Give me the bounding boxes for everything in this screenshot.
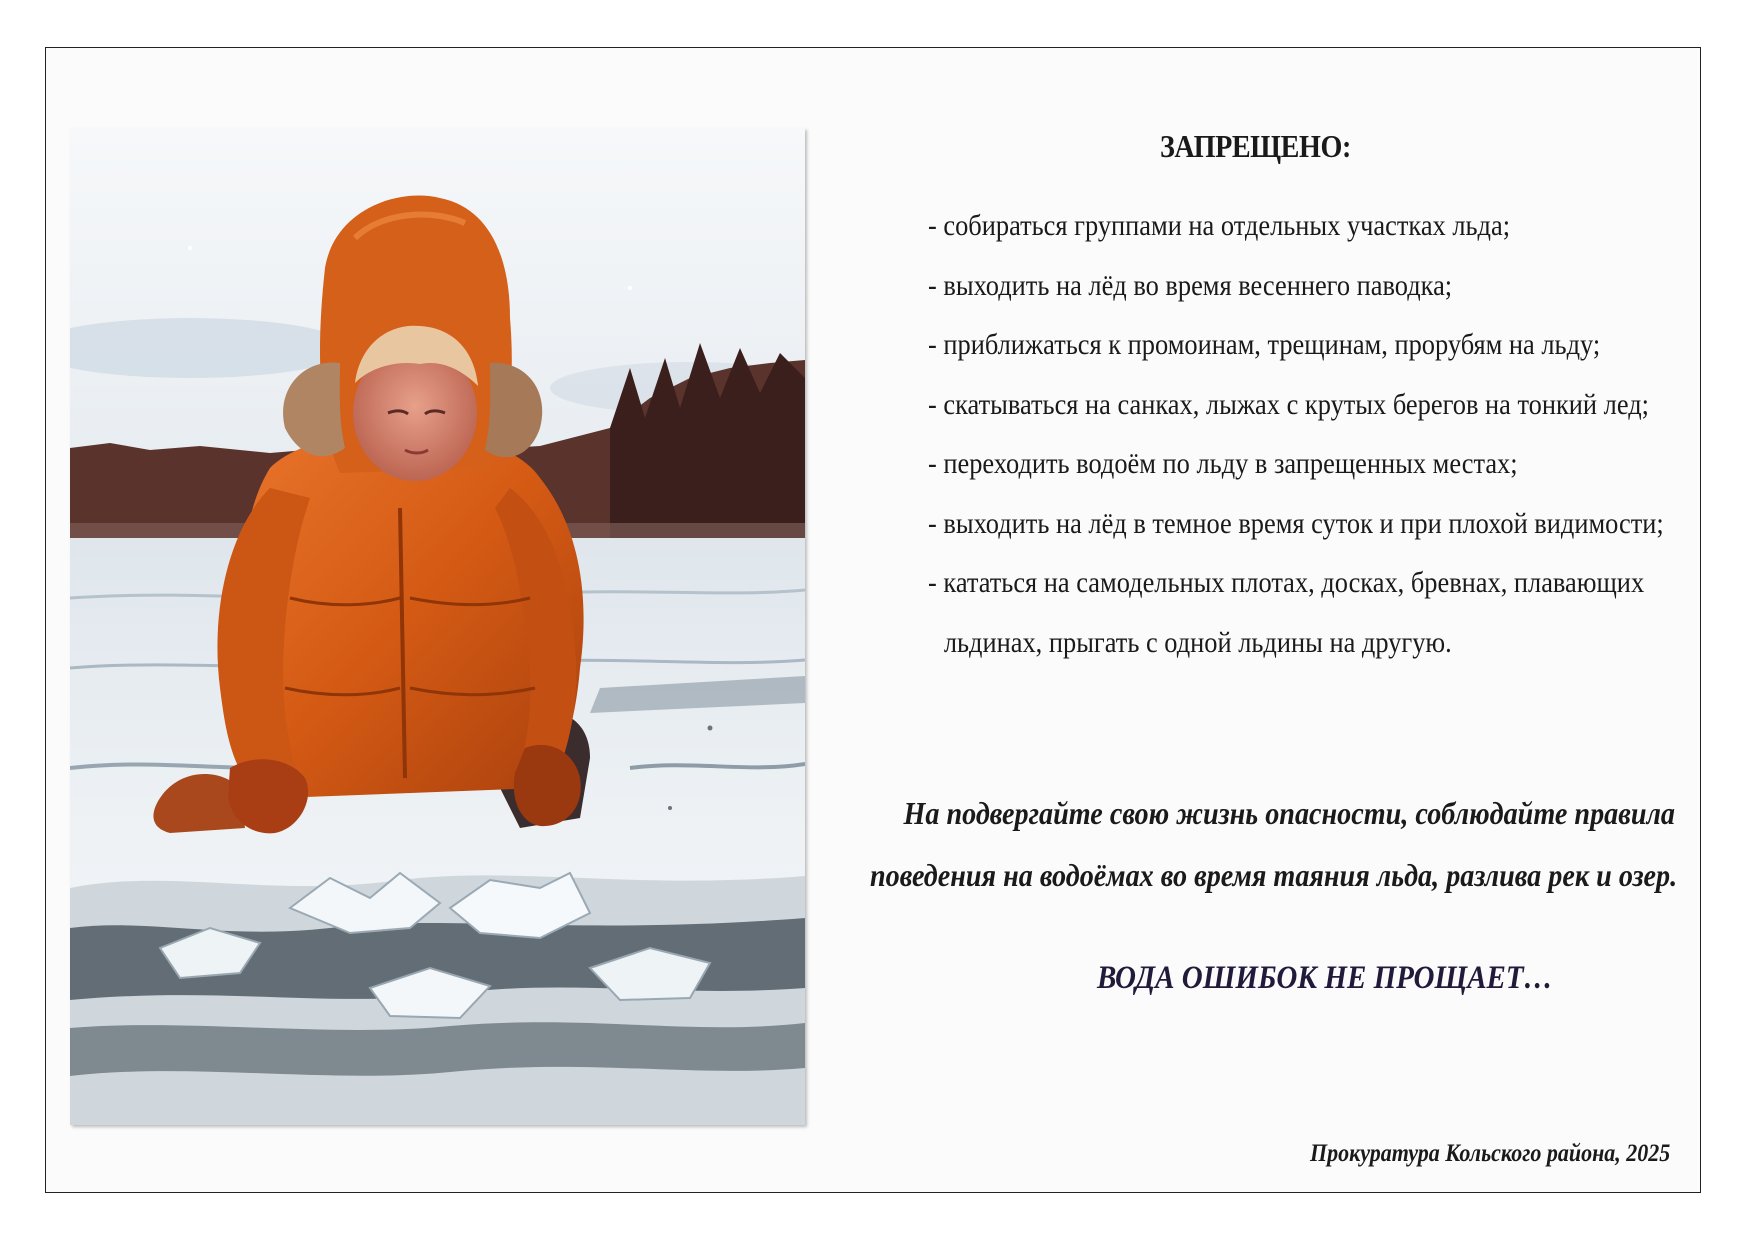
rule-item: - выходить на лёд во время весеннего паводка; <box>928 268 1453 302</box>
rule-item: - переходить водоём по льду в запрещенных местах; <box>928 447 1518 480</box>
safety-warning <box>870 782 1754 906</box>
slogan: ВОДА ОШИБОК НЕ ПРОЩАЕТ… <box>1097 960 1553 996</box>
rule-item: - приближаться к промоинам, трещинам, прорубям на льду; <box>928 328 1601 361</box>
rule-item: - выходить на лёд в темное время суток и при плохой видимости; <box>928 506 1664 540</box>
child-on-ice-illustration <box>70 128 805 1125</box>
prohibited-rules-list <box>928 196 1754 672</box>
signature: Прокуратура Кольского района, 2025 <box>1310 1140 1671 1167</box>
rule-item: - собираться группами на отдельных участках льда; <box>928 209 1511 242</box>
prohibited-heading: ЗАПРЕЩЕНО: <box>1160 128 1351 164</box>
rule-item: - скатываться на санках, лыжах с крутых берегов на тонкий лед; <box>928 387 1649 421</box>
warning-line-2: поведения на водоёмах во время таяния льда, разлива рек и озер. <box>870 857 1678 893</box>
rule-item-continuation: льдинах, прыгать с одной льдины на другую. <box>943 625 1452 659</box>
rule-item: - кататься на самодельных плотах, досках, бревнах, плавающих <box>928 566 1645 599</box>
warning-line-1: На подвергайте свою жизнь опасности, соблюдайте правила <box>903 795 1676 831</box>
child-on-ice-photo <box>70 128 805 1125</box>
